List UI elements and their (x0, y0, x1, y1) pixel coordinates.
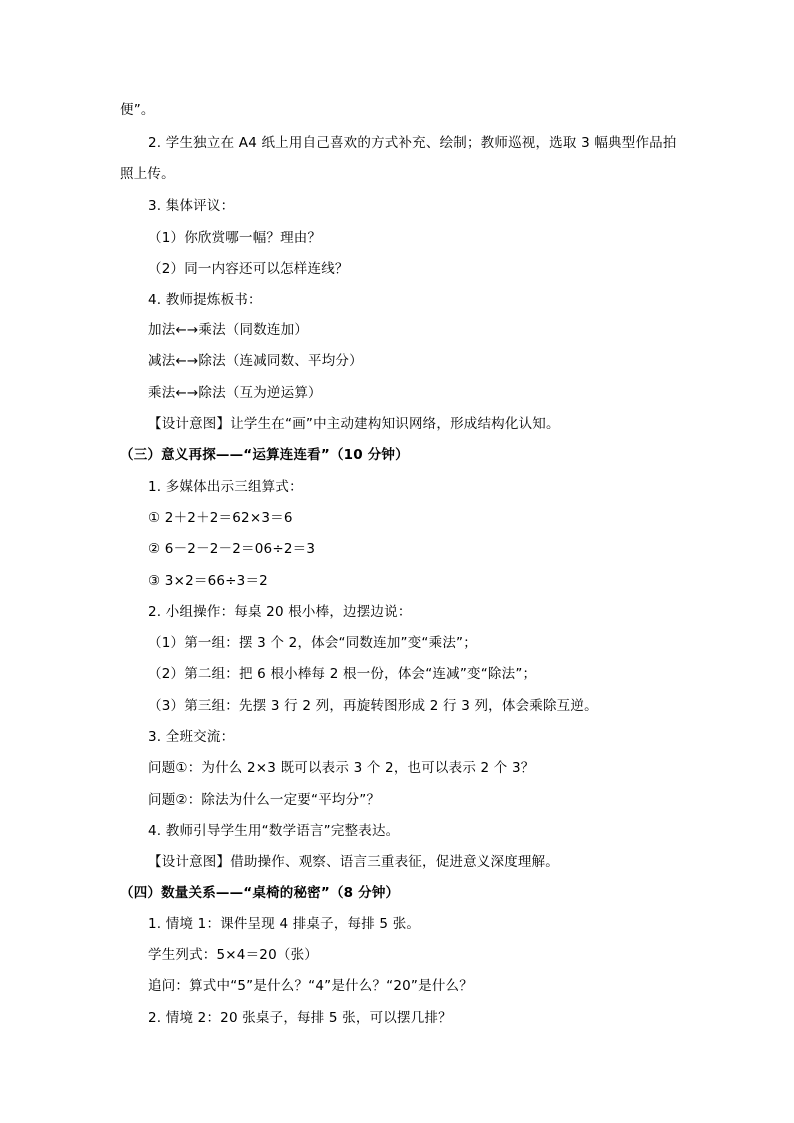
board-note-1: 加法←→乘法（同数连加） (148, 322, 309, 338)
group-task-1: （1）第一组：摆 3 个 2，体会“同数连加”变“乘法”； (148, 635, 477, 651)
step-4-heading: 4. 教师提炼板书： (148, 292, 262, 308)
follow-up-question: 追问：算式中“5”是什么？“4”是什么？“20”是什么？ (148, 978, 473, 994)
equation-group-1: ① 2＋2＋2＝62×3＝6 (148, 510, 293, 526)
section-heading-4: （四）数量关系——“桌椅的秘密”（8 分钟） (120, 885, 400, 901)
scenario-2: 2. 情境 2：20 张桌子，每排 5 张，可以摆几排？ (148, 1010, 452, 1026)
group-task-3: （3）第三组：先摆 3 行 2 列，再旋转图形成 2 行 3 列，体会乘除互逆。 (148, 698, 598, 714)
paragraph-continuation: 便”。 (120, 102, 155, 118)
question-1: （1）你欣赏哪一幅？理由？ (148, 230, 322, 246)
group-task-2: （2）第二组：把 6 根小棒每 2 根一份，体会“连减”变“除法”； (148, 666, 537, 682)
step-2-text-continued: 照上传。 (120, 166, 175, 182)
step-3-exchange: 3. 全班交流： (148, 729, 235, 745)
equation-group-2: ② 6－2－2－2＝06÷2＝3 (148, 541, 316, 557)
step-2-heading: 2. 小组操作：每桌 20 根小棒，边摆边说： (148, 604, 412, 620)
step-3-heading: 3. 集体评议： (148, 198, 235, 214)
design-intent-2: 【设计意图】借助操作、观察、语言三重表征，促进意义深度理解。 (148, 854, 559, 870)
discussion-question-2: 问题②：除法为什么一定要“平均分”？ (148, 792, 381, 808)
step-2-text: 2. 学生独立在 A4 纸上用自己喜欢的方式补充、绘制；教师巡视，选取 3 幅典型作品拍 (148, 135, 677, 151)
board-note-3: 乘法←→除法（互为逆运算） (148, 385, 322, 401)
discussion-question-1: 问题①：为什么 2×3 既可以表示 3 个 2，也可以表示 2 个 3？ (148, 760, 535, 776)
design-intent: 【设计意图】让学生在“画”中主动建构知识网络，形成结构化认知。 (148, 416, 560, 432)
board-note-2: 减法←→除法（连减同数、平均分） (148, 353, 363, 369)
step-4-guide: 4. 教师引导学生用“数学语言”完整表达。 (148, 823, 400, 839)
section-heading-3: （三）意义再探——“运算连连看”（10 分钟） (120, 447, 409, 463)
step-1-heading: 1. 多媒体出示三组算式： (148, 479, 303, 495)
student-equation: 学生列式：5×4＝20（张） (148, 947, 318, 963)
equation-group-3: ③ 3×2＝66÷3＝2 (148, 573, 268, 589)
scenario-1: 1. 情境 1：课件呈现 4 排桌子，每排 5 张。 (148, 916, 421, 932)
question-2: （2）同一内容还可以怎样连线？ (148, 261, 349, 277)
